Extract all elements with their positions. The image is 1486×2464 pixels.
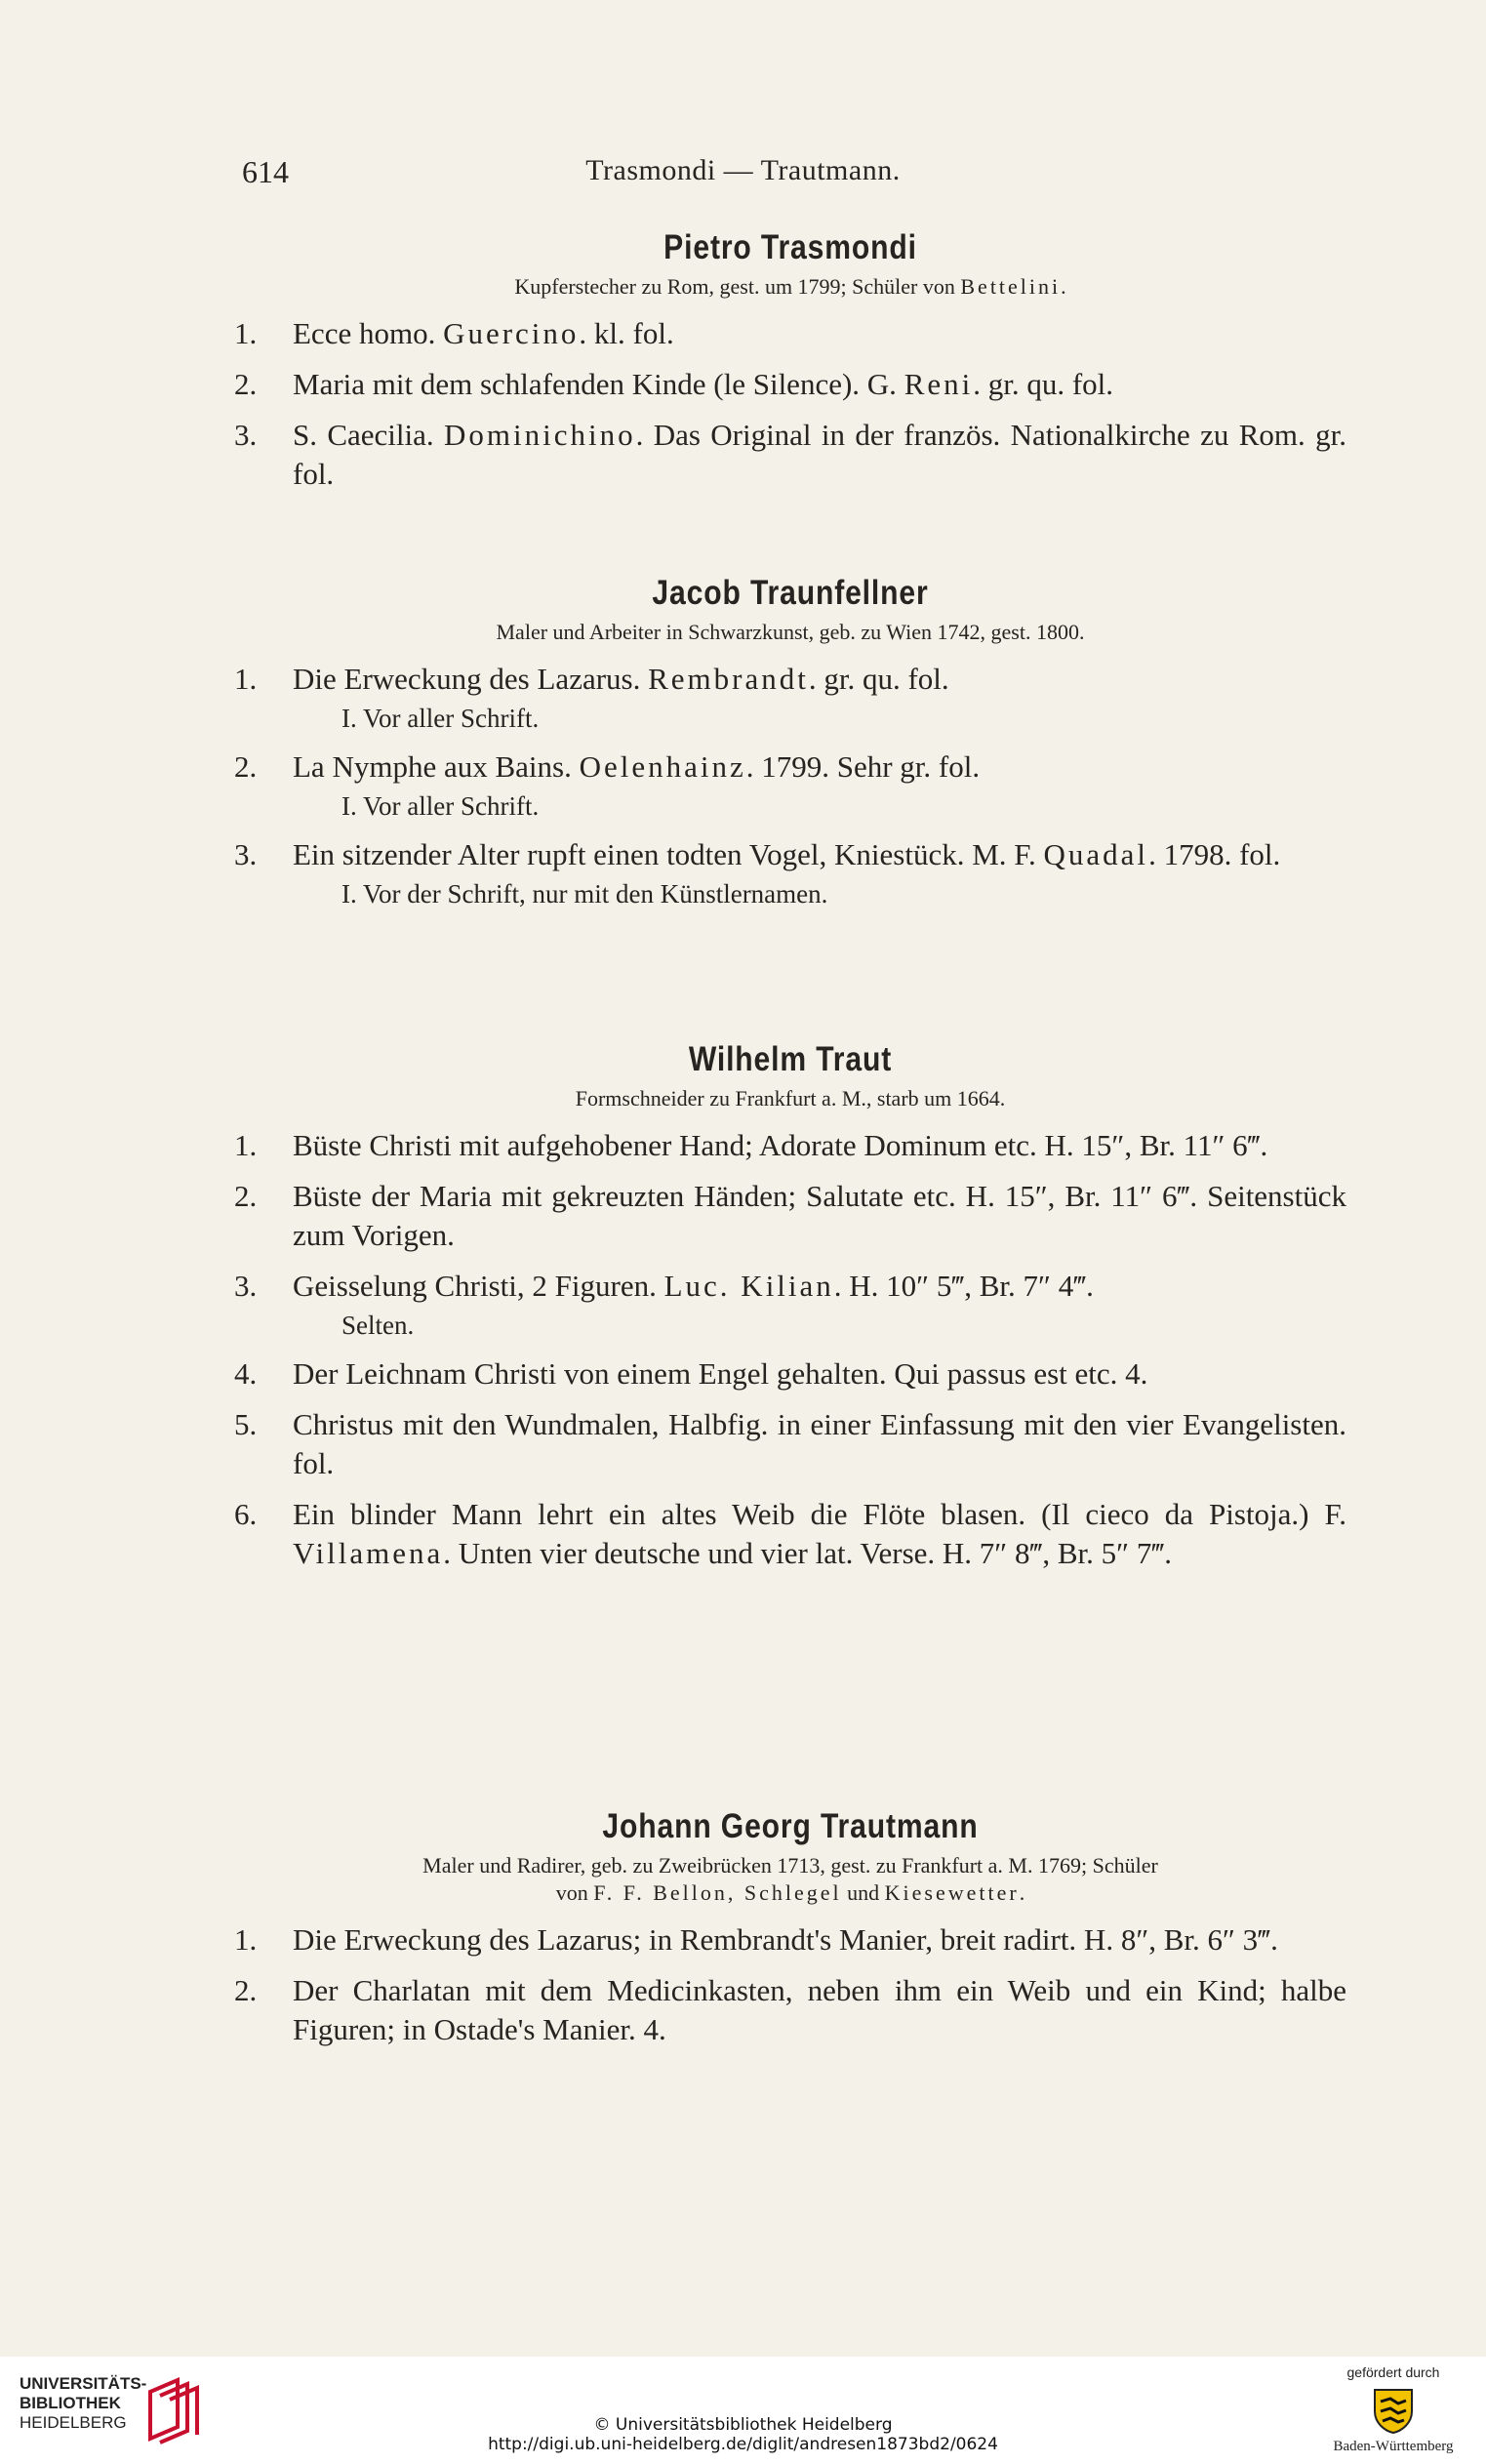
catalogue-entry bbox=[234, 1354, 1346, 1394]
catalogue-entry bbox=[234, 747, 1346, 824]
catalogue-entry bbox=[234, 314, 1346, 353]
entry-number: 3. bbox=[234, 418, 258, 452]
funding-notice: gefördert durch Baden-Württemberg bbox=[1333, 2364, 1454, 2454]
section-jacob-traunfellner bbox=[234, 572, 1346, 923]
catalogue-entry bbox=[234, 1405, 1346, 1483]
section-johann-georg-trautmann bbox=[234, 1805, 1346, 2061]
section-pietro-trasmondi bbox=[234, 226, 1346, 505]
entry-text: Ein blinder Mann lehrt ein altes Weib die Flöte blasen. (Il cieco da Pistoja.) F. Villamena. Unten vier deutsche und vier lat. Verse. H. 7″ 8‴, Br. 5″ 7‴. bbox=[293, 1497, 1346, 1570]
catalogue-entry bbox=[234, 1971, 1346, 2049]
entry-number: 5. bbox=[234, 1407, 258, 1441]
entry-number: 2. bbox=[234, 1179, 258, 1213]
entry-number: 1. bbox=[234, 662, 258, 696]
entry-number: 1. bbox=[234, 1922, 258, 1957]
artist-heading: Wilhelm Traut bbox=[688, 1040, 893, 1078]
catalogue-entry bbox=[234, 1920, 1346, 1959]
entry-text: Die Erweckung des Lazarus; in Rembrandt's Manier, breit radirt. H. 8″, Br. 6″ 3‴. bbox=[293, 1922, 1278, 1957]
entry-text: Der Charlatan mit dem Medicinkasten, neben ihm ein Weib und ein Kind; halbe Figuren; in Ostade's Manier. 4. bbox=[293, 1973, 1346, 2046]
entry-text: La Nymphe aux Bains. Oelenhainz. 1799. Sehr gr. fol. bbox=[293, 749, 981, 784]
artist-subtitle: Formschneider zu Frankfurt a. M., starb um 1664. bbox=[575, 1086, 1006, 1111]
catalogue-entry bbox=[234, 835, 1346, 911]
state-note: I. Vor aller Schrift. bbox=[341, 704, 540, 733]
entry-number: 1. bbox=[234, 1128, 258, 1162]
running-title: Trasmondi — Trautmann. bbox=[585, 154, 901, 186]
catalogue-entry bbox=[234, 1177, 1346, 1255]
entry-text: Büste der Maria mit gekreuzten Händen; Salutate etc. H. 15″, Br. 11″ 6‴. Seitenstück zum Vorigen. bbox=[293, 1179, 1346, 1252]
entry-number: 3. bbox=[234, 837, 258, 871]
section-wilhelm-traut bbox=[234, 1038, 1346, 1585]
state-note: I. Vor aller Schrift. bbox=[341, 791, 540, 821]
entry-text: S. Caecilia. Dominichino. Das Original in der französ. Nationalkirche zu Rom. gr. fol. bbox=[293, 418, 1346, 491]
entry-number: 6. bbox=[234, 1497, 258, 1531]
catalogue-entry bbox=[234, 1126, 1346, 1165]
entry-text: Geisselung Christi, 2 Figuren. Luc. Kilian. H. 10″ 5‴, Br. 7″ 4‴. bbox=[293, 1269, 1094, 1303]
state-crest-icon bbox=[1371, 2386, 1416, 2435]
state-note: I. Vor der Schrift, nur mit den Künstlernamen. bbox=[341, 879, 828, 909]
entry-text: Ein sitzender Alter rupft einen todten Vogel, Kniestück. M. F. Quadal. 1798. fol. bbox=[293, 837, 1281, 871]
catalogue-entry bbox=[234, 1267, 1346, 1343]
entry-text: Der Leichnam Christi von einem Engel gehalten. Qui passus est etc. 4. bbox=[293, 1356, 1148, 1391]
catalogue-entry bbox=[234, 1495, 1346, 1573]
catalogue-entry bbox=[234, 365, 1346, 404]
artist-heading: Jacob Traunfellner bbox=[652, 574, 929, 612]
copyright-notice: © Universitätsbibliothek Heidelberg http://digi.ub.uni-heidelberg.de/diglit/andresen1873bd2/0624 bbox=[0, 2415, 1486, 2454]
artist-subtitle: Kupferstecher zu Rom, gest. um 1799; Schüler von Bettelini. bbox=[514, 274, 1066, 299]
entry-text: Ecce homo. Guercino. kl. fol. bbox=[293, 316, 674, 350]
page-number: 614 bbox=[242, 154, 289, 189]
footer-bar bbox=[0, 2357, 1486, 2464]
entry-number: 2. bbox=[234, 749, 258, 784]
artist-subtitle: Maler und Arbeiter in Schwarzkunst, geb. zu Wien 1742, gest. 1800. bbox=[496, 620, 1085, 644]
entry-text: Die Erweckung des Lazarus. Rembrandt. gr. qu. fol. bbox=[293, 662, 949, 696]
artist-subtitle: Maler und Radirer, geb. zu Zweibrücken 1713, gest. zu Frankfurt a. M. 1769; Schüler von F. F. Bellon, Schlegel und Kiesewetter. bbox=[422, 1853, 1158, 1905]
catalogue-entry bbox=[234, 660, 1346, 736]
permalink-url[interactable]: http://digi.ub.uni-heidelberg.de/diglit/andresen1873bd2/0624 bbox=[488, 2435, 998, 2454]
library-logo-text: UNIVERSITÄTS- BIBLIOTHEK HEIDELBERG bbox=[20, 2374, 147, 2432]
entry-number: 2. bbox=[234, 1973, 258, 2007]
entry-number: 4. bbox=[234, 1356, 258, 1391]
entry-number: 2. bbox=[234, 367, 258, 401]
entry-text: Christus mit den Wundmalen, Halbfig. in einer Einfassung mit den vier Evangelisten. fol. bbox=[293, 1407, 1346, 1480]
artist-heading: Pietro Trasmondi bbox=[663, 228, 917, 266]
artist-heading: Johann Georg Trautmann bbox=[602, 1807, 979, 1845]
entry-number: 1. bbox=[234, 316, 258, 350]
state-note: Selten. bbox=[341, 1311, 415, 1340]
catalogue-entry bbox=[234, 416, 1346, 494]
entry-number: 3. bbox=[234, 1269, 258, 1303]
entry-text: Büste Christi mit aufgehobener Hand; Adorate Dominum etc. H. 15″, Br. 11″ 6‴. bbox=[293, 1128, 1268, 1162]
entry-text: Maria mit dem schlafenden Kinde (le Silence). G. Reni. gr. qu. fol. bbox=[293, 367, 1114, 401]
